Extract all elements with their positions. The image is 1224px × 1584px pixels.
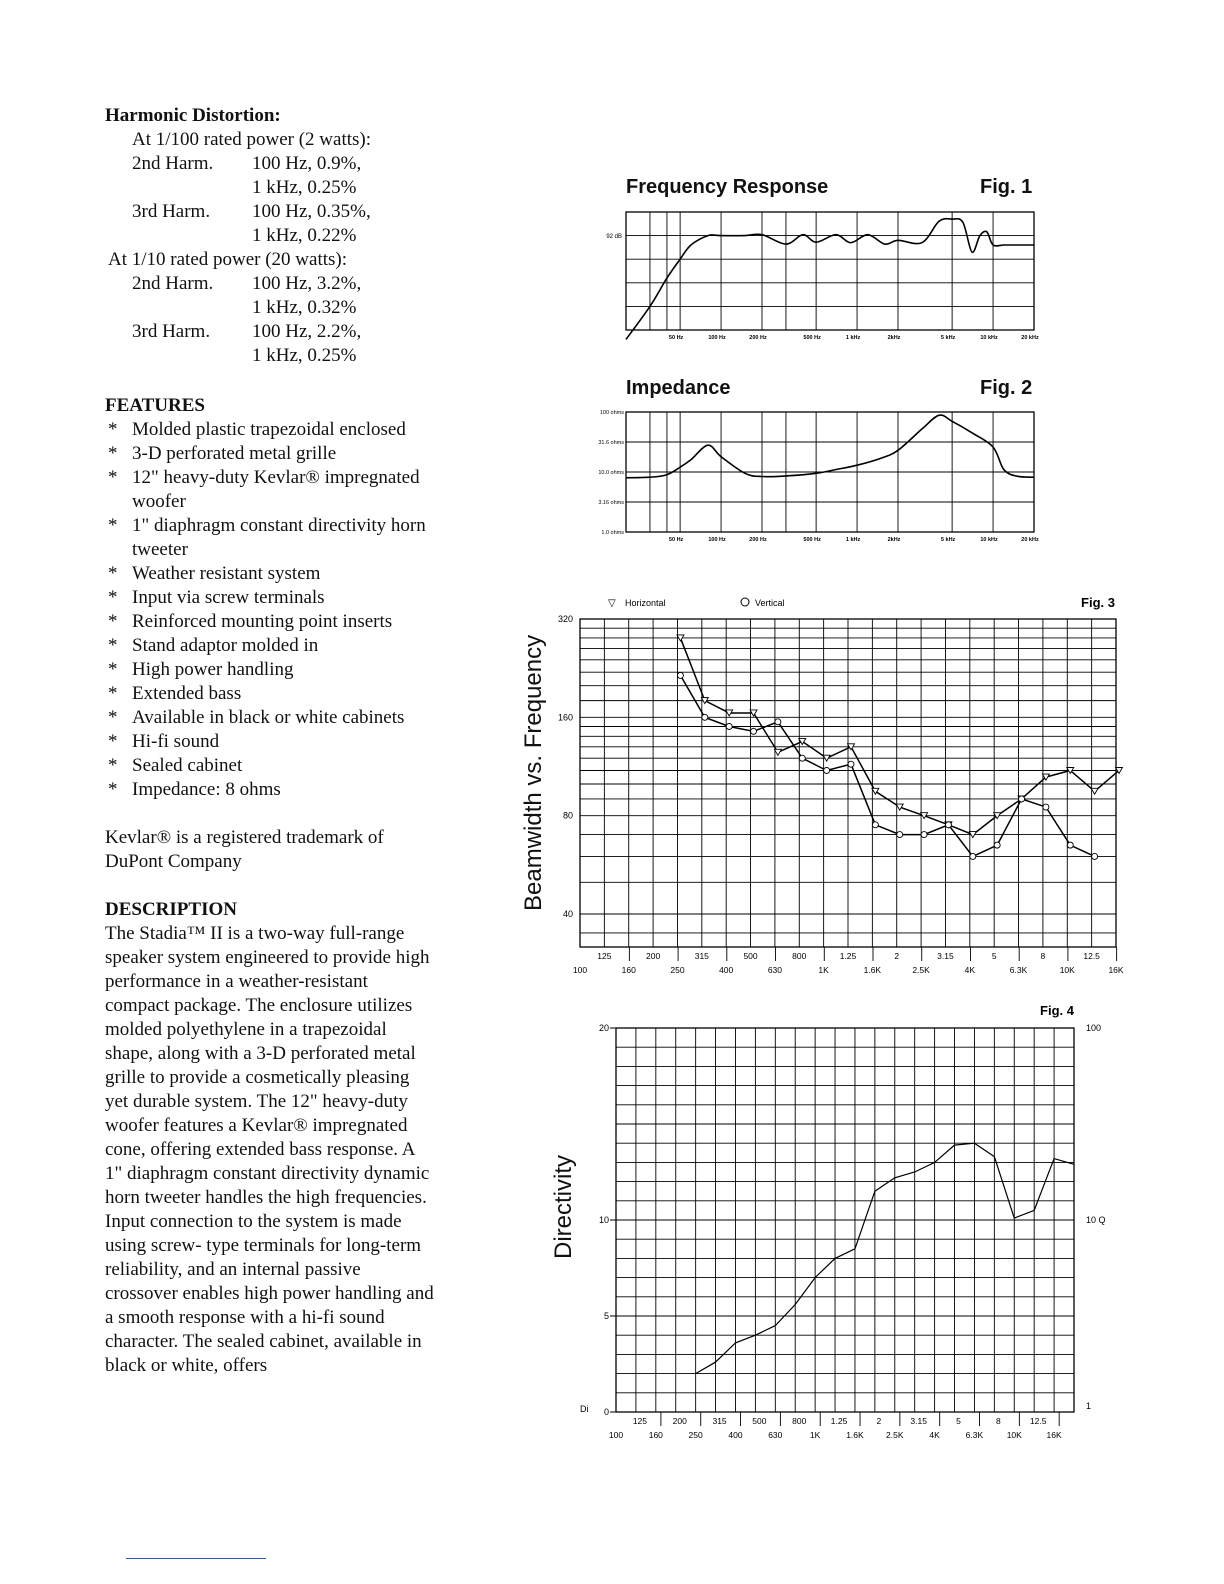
y-tick-label: 40 [562, 909, 573, 919]
legend-horizontal: Horizontal [625, 598, 666, 608]
feature-text: 3-D perforated metal grille [132, 443, 337, 464]
directivity-chart [560, 998, 1120, 1446]
legend-vertical-marker [741, 598, 749, 606]
description-title: DESCRIPTION [105, 899, 237, 920]
x-tick-label-top: 12.5 [1083, 951, 1100, 961]
frequency-response-chart [590, 205, 1040, 345]
features-list [105, 418, 445, 802]
vertical-series-line [680, 675, 1094, 856]
x-tick-label-top: 5 [991, 951, 997, 961]
y-tick-label: 320 [557, 614, 573, 624]
vertical-data-point [1092, 853, 1098, 859]
vertical-data-point [897, 832, 903, 838]
vertical-data-point [799, 755, 805, 761]
vertical-data-point [702, 714, 708, 720]
x-tick-label-top: 500 [743, 951, 758, 961]
feature-item [105, 514, 445, 562]
x-tick-label-bottom: 250 [670, 965, 685, 975]
vertical-data-point [824, 767, 830, 773]
x-tick-label-bottom: 1.6K [863, 965, 882, 975]
distortion-cell: 100 Hz, 3.2%, [252, 273, 362, 294]
distortion-row [105, 224, 445, 248]
x-tick-label-top: 800 [792, 951, 807, 961]
x-tick-label: 5 kHz [940, 537, 956, 543]
legend-vertical: Vertical [755, 598, 785, 608]
x-tick-label-bottom: 6.3K [965, 1430, 984, 1440]
bullet-star: * [108, 611, 118, 632]
feature-text: Stand adaptor molded in [132, 635, 319, 656]
feature-item [105, 466, 445, 514]
vertical-data-point [872, 822, 878, 828]
x-tick-label-bottom: 10K [1059, 965, 1075, 975]
bullet-star: * [108, 731, 118, 752]
fig1-title: Frequency Response [626, 176, 829, 198]
feature-text: Sealed cabinet [132, 755, 243, 776]
bullet-star: * [108, 755, 118, 776]
feature-item [105, 442, 445, 466]
vertical-data-point [945, 822, 951, 828]
feature-item [105, 730, 445, 754]
footer-rule [126, 1558, 266, 1559]
feature-text: Impedance: 8 ohms [132, 779, 281, 800]
x-tick-label: 20 kHz [1021, 335, 1039, 341]
vertical-data-point [970, 853, 976, 859]
distortion-row [105, 296, 445, 320]
harmonic-distortion-table [105, 128, 445, 368]
feature-item [105, 658, 445, 682]
distortion-cell: 1 kHz, 0.25% [252, 177, 357, 198]
feature-item [105, 778, 445, 802]
distortion-row [105, 176, 445, 200]
x-tick-label-top: 2 [876, 1416, 882, 1426]
fig4-side-label: Directivity [550, 1155, 577, 1260]
x-tick-label-bottom: 1.6K [846, 1430, 864, 1440]
x-tick-label-bottom: 250 [688, 1430, 703, 1440]
distortion-cell: 3rd Harm. [132, 321, 211, 342]
x-tick-label: 500 Hz [803, 537, 821, 543]
x-tick-label: 50 Hz [668, 335, 684, 341]
y-tick-label: 100 ohms [599, 410, 624, 416]
response-curve [626, 415, 1034, 478]
distortion-cell: 1 kHz, 0.22% [252, 225, 357, 246]
vertical-data-point [726, 723, 732, 729]
feature-item [105, 634, 445, 658]
horizontal-data-point [774, 749, 781, 755]
bullet-star: * [108, 467, 118, 488]
x-tick-label-bottom: 100 [572, 965, 588, 975]
x-tick-label-bottom: 630 [767, 965, 783, 975]
y-tick-label-right: 10 Q [1086, 1215, 1106, 1225]
vertical-data-point [1043, 804, 1049, 810]
x-tick-label-top: 12.5 [1029, 1416, 1047, 1426]
feature-text: Weather resistant system [132, 563, 321, 584]
bullet-star: * [108, 515, 118, 536]
legend-horizontal-marker: ▽ [608, 598, 616, 609]
feature-text: Molded plastic trapezoidal enclosed [132, 419, 406, 440]
x-tick-label: 200 Hz [749, 335, 767, 341]
distortion-row [105, 200, 445, 224]
x-tick-label: 2kHz [887, 335, 901, 341]
x-tick-label-bottom: 2.5K [886, 1430, 904, 1440]
fig3-label: Fig. 3 [1081, 595, 1115, 610]
x-tick-label: 20 kHz [1021, 537, 1039, 543]
feature-item [105, 562, 445, 586]
x-tick-label-top: 200 [672, 1416, 687, 1426]
x-tick-label: 1 kHz [845, 335, 861, 341]
distortion-row [105, 344, 445, 368]
vertical-data-point [848, 761, 854, 767]
vertical-data-point [994, 842, 1000, 848]
x-tick-label-top: 1.25 [839, 951, 857, 961]
y-tick-label: 160 [557, 712, 573, 723]
distortion-cell: At 1/100 rated power (2 watts): [132, 129, 372, 150]
vertical-data-point [775, 719, 781, 725]
feature-text: Hi-fi sound [132, 731, 220, 752]
y-tick-label: 1.0 ohms [601, 530, 624, 536]
vertical-data-point [921, 832, 927, 838]
kevlar-trademark-note: Kevlar® is a registered trademark of DuPont Company [105, 827, 384, 872]
x-tick-label-bottom: 10K [1006, 1430, 1022, 1440]
y-tick-label-left: 20 [598, 1023, 609, 1033]
x-tick-label-bottom: 4K [929, 1430, 940, 1440]
distortion-cell: 2nd Harm. [132, 153, 214, 174]
bullet-star: * [108, 419, 118, 440]
x-tick-label-top: 315 [712, 1416, 727, 1426]
distortion-row [105, 152, 445, 176]
bullet-star: * [108, 683, 118, 704]
fig3-side-label: Beamwidth vs. Frequency [520, 634, 547, 911]
y-tick-label: 10.0 ohms [598, 470, 624, 476]
feature-item [105, 610, 445, 634]
distortion-cell: 100 Hz, 0.35%, [252, 201, 371, 222]
x-tick-label-bottom: 400 [728, 1430, 743, 1440]
bullet-star: * [108, 779, 118, 800]
bullet-star: * [108, 659, 118, 680]
x-tick-label-bottom: 100 [608, 1430, 624, 1440]
x-tick-label-top: 125 [632, 1416, 648, 1426]
feature-item [105, 418, 445, 442]
distortion-cell: 1 kHz, 0.25% [252, 345, 357, 366]
feature-text: Input via screw terminals [132, 587, 325, 608]
x-tick-label-bottom: 1K [809, 1430, 821, 1440]
feature-text: 12" heavy-duty Kevlar® impregnated woofer [132, 467, 420, 512]
harmonic-distortion-title: Harmonic Distortion: [105, 105, 281, 126]
x-tick-label-bottom: 6.3K [1009, 965, 1028, 975]
feature-text: Available in black or white cabinets [132, 707, 405, 728]
fig2-label: Fig. 2 [980, 377, 1033, 399]
x-tick-label-bottom: 160 [621, 965, 636, 975]
x-tick-label-top: 3.15 [937, 951, 954, 961]
x-tick-label-bottom: 4K [964, 965, 976, 975]
x-tick-label: 1 kHz [845, 537, 861, 543]
features-title: FEATURES [105, 395, 205, 416]
x-tick-label-bottom: 160 [648, 1430, 663, 1440]
x-tick-label-top: 1.25 [830, 1416, 848, 1426]
distortion-row [105, 248, 445, 272]
x-tick-label-bottom: 400 [719, 965, 734, 975]
x-tick-label: 100 Hz [708, 335, 726, 341]
y-tick-label-right: 1 [1086, 1401, 1092, 1412]
horizontal-data-point [896, 804, 903, 810]
vertical-data-point [1067, 842, 1073, 848]
x-tick-label: 5 kHz [940, 335, 956, 341]
x-tick-label-top: 125 [597, 951, 612, 961]
vertical-data-point [751, 728, 757, 734]
x-tick-label: 100 Hz [708, 537, 726, 543]
fig1-label: Fig. 1 [980, 176, 1033, 198]
fig2-title: Impedance [626, 377, 731, 399]
x-tick-label-top: 315 [694, 951, 709, 961]
feature-text: Extended bass [132, 683, 242, 704]
x-tick-label-top: 3.15 [910, 1416, 927, 1426]
x-tick-label-top: 8 [1040, 951, 1046, 961]
vertical-data-point [677, 672, 683, 678]
description-body: The Stadia™ II is a two-way full-range speaker system engineered to provide high performance in a weather-resistant compact package. The enclosure utilizes molded polyethylene in a trapezoidal shape, along with a 3-D perforated metal grille to provide a cosmetically pleasing yet durable system. The 12" heavy-duty woofer features a Kevlar® impregnated cone, offering extended bass response. A 1" diaphragm constant directivity dynamic horn tweeter handles the high frequencies. Input connection to the system is made using screw- type terminals for long-term reliability, and an internal passive crossover enables high power handling and a smooth response with a hi-fi sound character. The sealed cabinet, available in black or white, offers [105, 923, 434, 1376]
x-tick-label-bottom: 630 [768, 1430, 783, 1440]
x-tick-label-top: 800 [792, 1416, 807, 1426]
y-tick-label-left: 5 [603, 1311, 609, 1321]
impedance-chart [560, 405, 1040, 545]
horizontal-data-point [1091, 788, 1098, 794]
feature-item [105, 754, 445, 778]
x-tick-label-bottom: 2.5K [912, 965, 930, 975]
beamwidth-chart [550, 590, 1122, 990]
distortion-row [105, 272, 445, 296]
x-tick-label-top: 2 [894, 951, 900, 961]
distortion-cell: 3rd Harm. [132, 201, 211, 222]
distortion-cell: 100 Hz, 2.2%, [252, 321, 362, 342]
vertical-data-point [1019, 796, 1025, 802]
x-tick-label-top: 5 [956, 1416, 961, 1426]
distortion-cell: At 1/10 rated power (20 watts): [108, 249, 348, 270]
bullet-star: * [108, 563, 118, 584]
x-tick-label: 10 kHz [980, 335, 998, 341]
feature-text: 1" diaphragm constant directivity horn tweeter [132, 515, 426, 560]
response-curve [626, 219, 1034, 340]
feature-text: Reinforced mounting point inserts [132, 611, 393, 632]
bullet-star: * [108, 587, 118, 608]
distortion-cell: 100 Hz, 0.9%, [252, 153, 362, 174]
distortion-cell: 1 kHz, 0.32% [252, 297, 357, 318]
y-tick-label: 31.6 ohms [598, 440, 624, 446]
y-tick-label: 92 dB [606, 234, 622, 240]
y-tick-label-right: 100 [1086, 1023, 1102, 1033]
left-text-column [105, 104, 445, 1378]
x-tick-label-bottom: 16K [1046, 1430, 1062, 1440]
x-tick-label-bottom: 16K [1108, 965, 1124, 975]
y-tick-label-left: 10 [598, 1215, 609, 1225]
distortion-row [105, 128, 445, 152]
y-tick-label: 3.16 ohms [598, 500, 624, 506]
distortion-row [105, 320, 445, 344]
x-tick-label: 200 Hz [749, 537, 767, 543]
feature-item [105, 586, 445, 610]
y-tick-label: 80 [562, 810, 573, 821]
y-tick-label-left: 0 [603, 1407, 609, 1417]
fig4-label: Fig. 4 [1040, 1003, 1074, 1018]
plot-frame [626, 212, 1034, 330]
x-tick-label: 10 kHz [980, 537, 998, 543]
x-tick-label-top: 500 [752, 1416, 767, 1426]
bullet-star: * [108, 635, 118, 656]
x-tick-label: 50 Hz [668, 537, 684, 543]
x-tick-label: 2kHz [887, 537, 901, 543]
feature-item [105, 706, 445, 730]
x-tick-label-top: 8 [995, 1416, 1001, 1426]
x-tick-label-top: 200 [645, 951, 661, 961]
di-axis-label: Di [580, 1404, 589, 1414]
x-tick-label: 500 Hz [803, 335, 821, 341]
feature-text: High power handling [132, 659, 294, 680]
feature-item [105, 682, 445, 706]
x-tick-label-bottom: 1K [818, 965, 829, 975]
bullet-star: * [108, 707, 118, 728]
bullet-star: * [108, 443, 118, 464]
distortion-cell: 2nd Harm. [132, 273, 214, 294]
